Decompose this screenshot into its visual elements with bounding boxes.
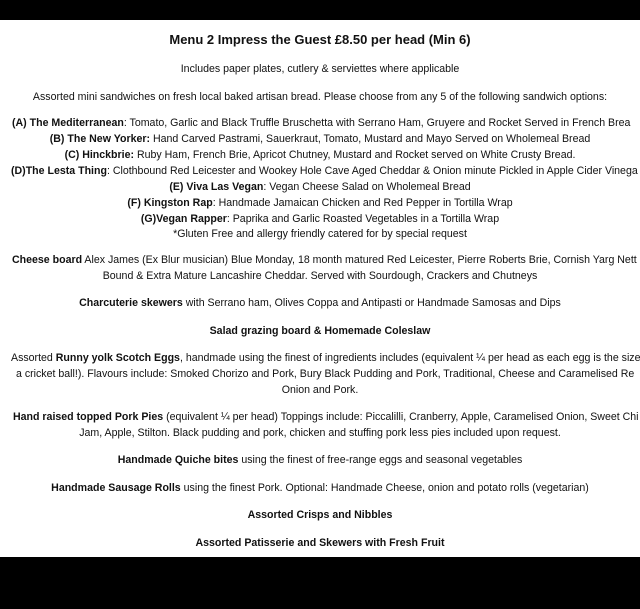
sandwich-option	[0, 213, 640, 226]
sausage-rolls-name: Handmade Sausage Rolls	[51, 482, 181, 494]
pork-pies-line2: Jam, Apple, Stilton. Black pudding and pork, chicken and stuffing pork less pies included upon request.	[79, 427, 561, 439]
sandwich-option	[11, 165, 640, 178]
sandwich-option	[0, 181, 640, 194]
sandwich-option	[12, 117, 640, 130]
cheese-board-line1: Cheese board Alex James (Ex Blur musician) Blue Monday, 18 month matured Red Leicester, Pierre Roberts Brie, Cornish Yarg Nett	[12, 254, 637, 266]
crisps-line: Assorted Crisps and Nibbles	[247, 509, 393, 521]
patisserie-line: Assorted Patisserie and Skewers with Fresh Fruit	[195, 537, 445, 549]
gluten-note: *Gluten Free and allergy friendly catered for by special request	[173, 228, 467, 240]
cheese-board-name: Cheese board	[12, 254, 83, 266]
scotch-eggs-line2: a cricket ball!). Flavours include: Smoked Chorizo and Pork, Bury Black Pudding and Pork, Traditional, Cheese and Caramelised Re	[16, 368, 635, 380]
sandwich-name: (F) Kingston Rap	[127, 197, 213, 209]
sausage-rolls-line: Handmade Sausage Rolls using the finest Pork. Optional: Handmade Cheese, onion and potato rolls (vegetarian)	[51, 482, 589, 494]
sandwich-desc: : Handmade Jamaican Chicken and Red Pepper in Tortilla Wrap	[212, 197, 513, 209]
sandwich-desc: Ruby Ham, French Brie, Apricot Chutney, Mustard and Rocket served on White Crusty Bread.	[134, 149, 576, 161]
menu-title: Menu 2 Impress the Guest £8.50 per head (Min 6)	[169, 32, 471, 47]
sandwich-name: (A) The Mediterranean	[12, 117, 124, 129]
sandwich-option	[0, 197, 640, 210]
sandwich-desc: : Tomato, Garlic and Black Truffle Bruschetta with Serrano Ham, Gruyere and Rocket Served in French Brea	[123, 117, 631, 129]
sandwich-desc: : Vegan Cheese Salad on Wholemeal Bread	[263, 181, 471, 193]
sandwich-name: (C) Hinckbrie:	[64, 149, 135, 161]
sandwich-name: (B) The New Yorker:	[49, 133, 151, 145]
scotch-eggs-name: Runny yolk Scotch Eggs	[55, 352, 180, 364]
sandwich-desc: : Paprika and Garlic Roasted Vegetables in a Tortilla Wrap	[226, 213, 500, 225]
includes-note: Includes paper plates, cutlery & serviettes where applicable	[180, 63, 460, 75]
sandwich-option	[0, 149, 640, 162]
pork-pies-name: Hand raised topped Pork Pies	[13, 411, 164, 423]
sandwich-option	[0, 133, 640, 146]
pork-pies-line1: Hand raised topped Pork Pies (equivalent ¼ per head) Toppings include: Piccalilli, Cranberry, Apple, Caramelised Onion, Sweet Chi	[13, 411, 639, 423]
charcuterie-name: Charcuterie skewers	[79, 297, 183, 309]
quiche-name: Handmade Quiche bites	[117, 454, 239, 466]
sandwich-name: (D)The Lesta Thing	[11, 165, 107, 177]
sandwich-name: (G)Vegan Rapper	[140, 213, 227, 225]
cheese-board-line2: Bound & Extra Mature Lancashire Cheddar. Served with Sourdough, Crackers and Chutneys	[102, 270, 538, 282]
sandwich-name: (E) Viva Las Vegan	[169, 181, 264, 193]
sandwich-intro: Assorted mini sandwiches on fresh local baked artisan bread. Please choose from any 5 of the following sandwich options:	[32, 91, 608, 103]
menu-sheet	[0, 20, 640, 557]
sandwich-desc: Hand Carved Pastrami, Sauerkraut, Tomato, Mustard and Mayo Served on Wholemeal Bread	[150, 133, 591, 145]
scotch-eggs-line3: Onion and Pork.	[281, 384, 359, 396]
quiche-line: Handmade Quiche bites using the finest of free-range eggs and seasonal vegetables	[117, 454, 523, 466]
scotch-eggs-line1: Assorted Runny yolk Scotch Eggs, handmade using the finest of ingredients includes (equivalent ¼ per head as each egg is the size	[11, 352, 640, 364]
sandwich-desc: : Clothbound Red Leicester and Wookey Hole Cave Aged Cheddar & Onion minute Pickled in Apple Cider Vinega	[106, 165, 638, 177]
charcuterie-line: Charcuterie skewers with Serrano ham, Olives Coppa and Antipasti or Handmade Samosas and Dips	[79, 297, 561, 309]
salad-line: Salad grazing board & Homemade Coleslaw	[209, 325, 431, 337]
